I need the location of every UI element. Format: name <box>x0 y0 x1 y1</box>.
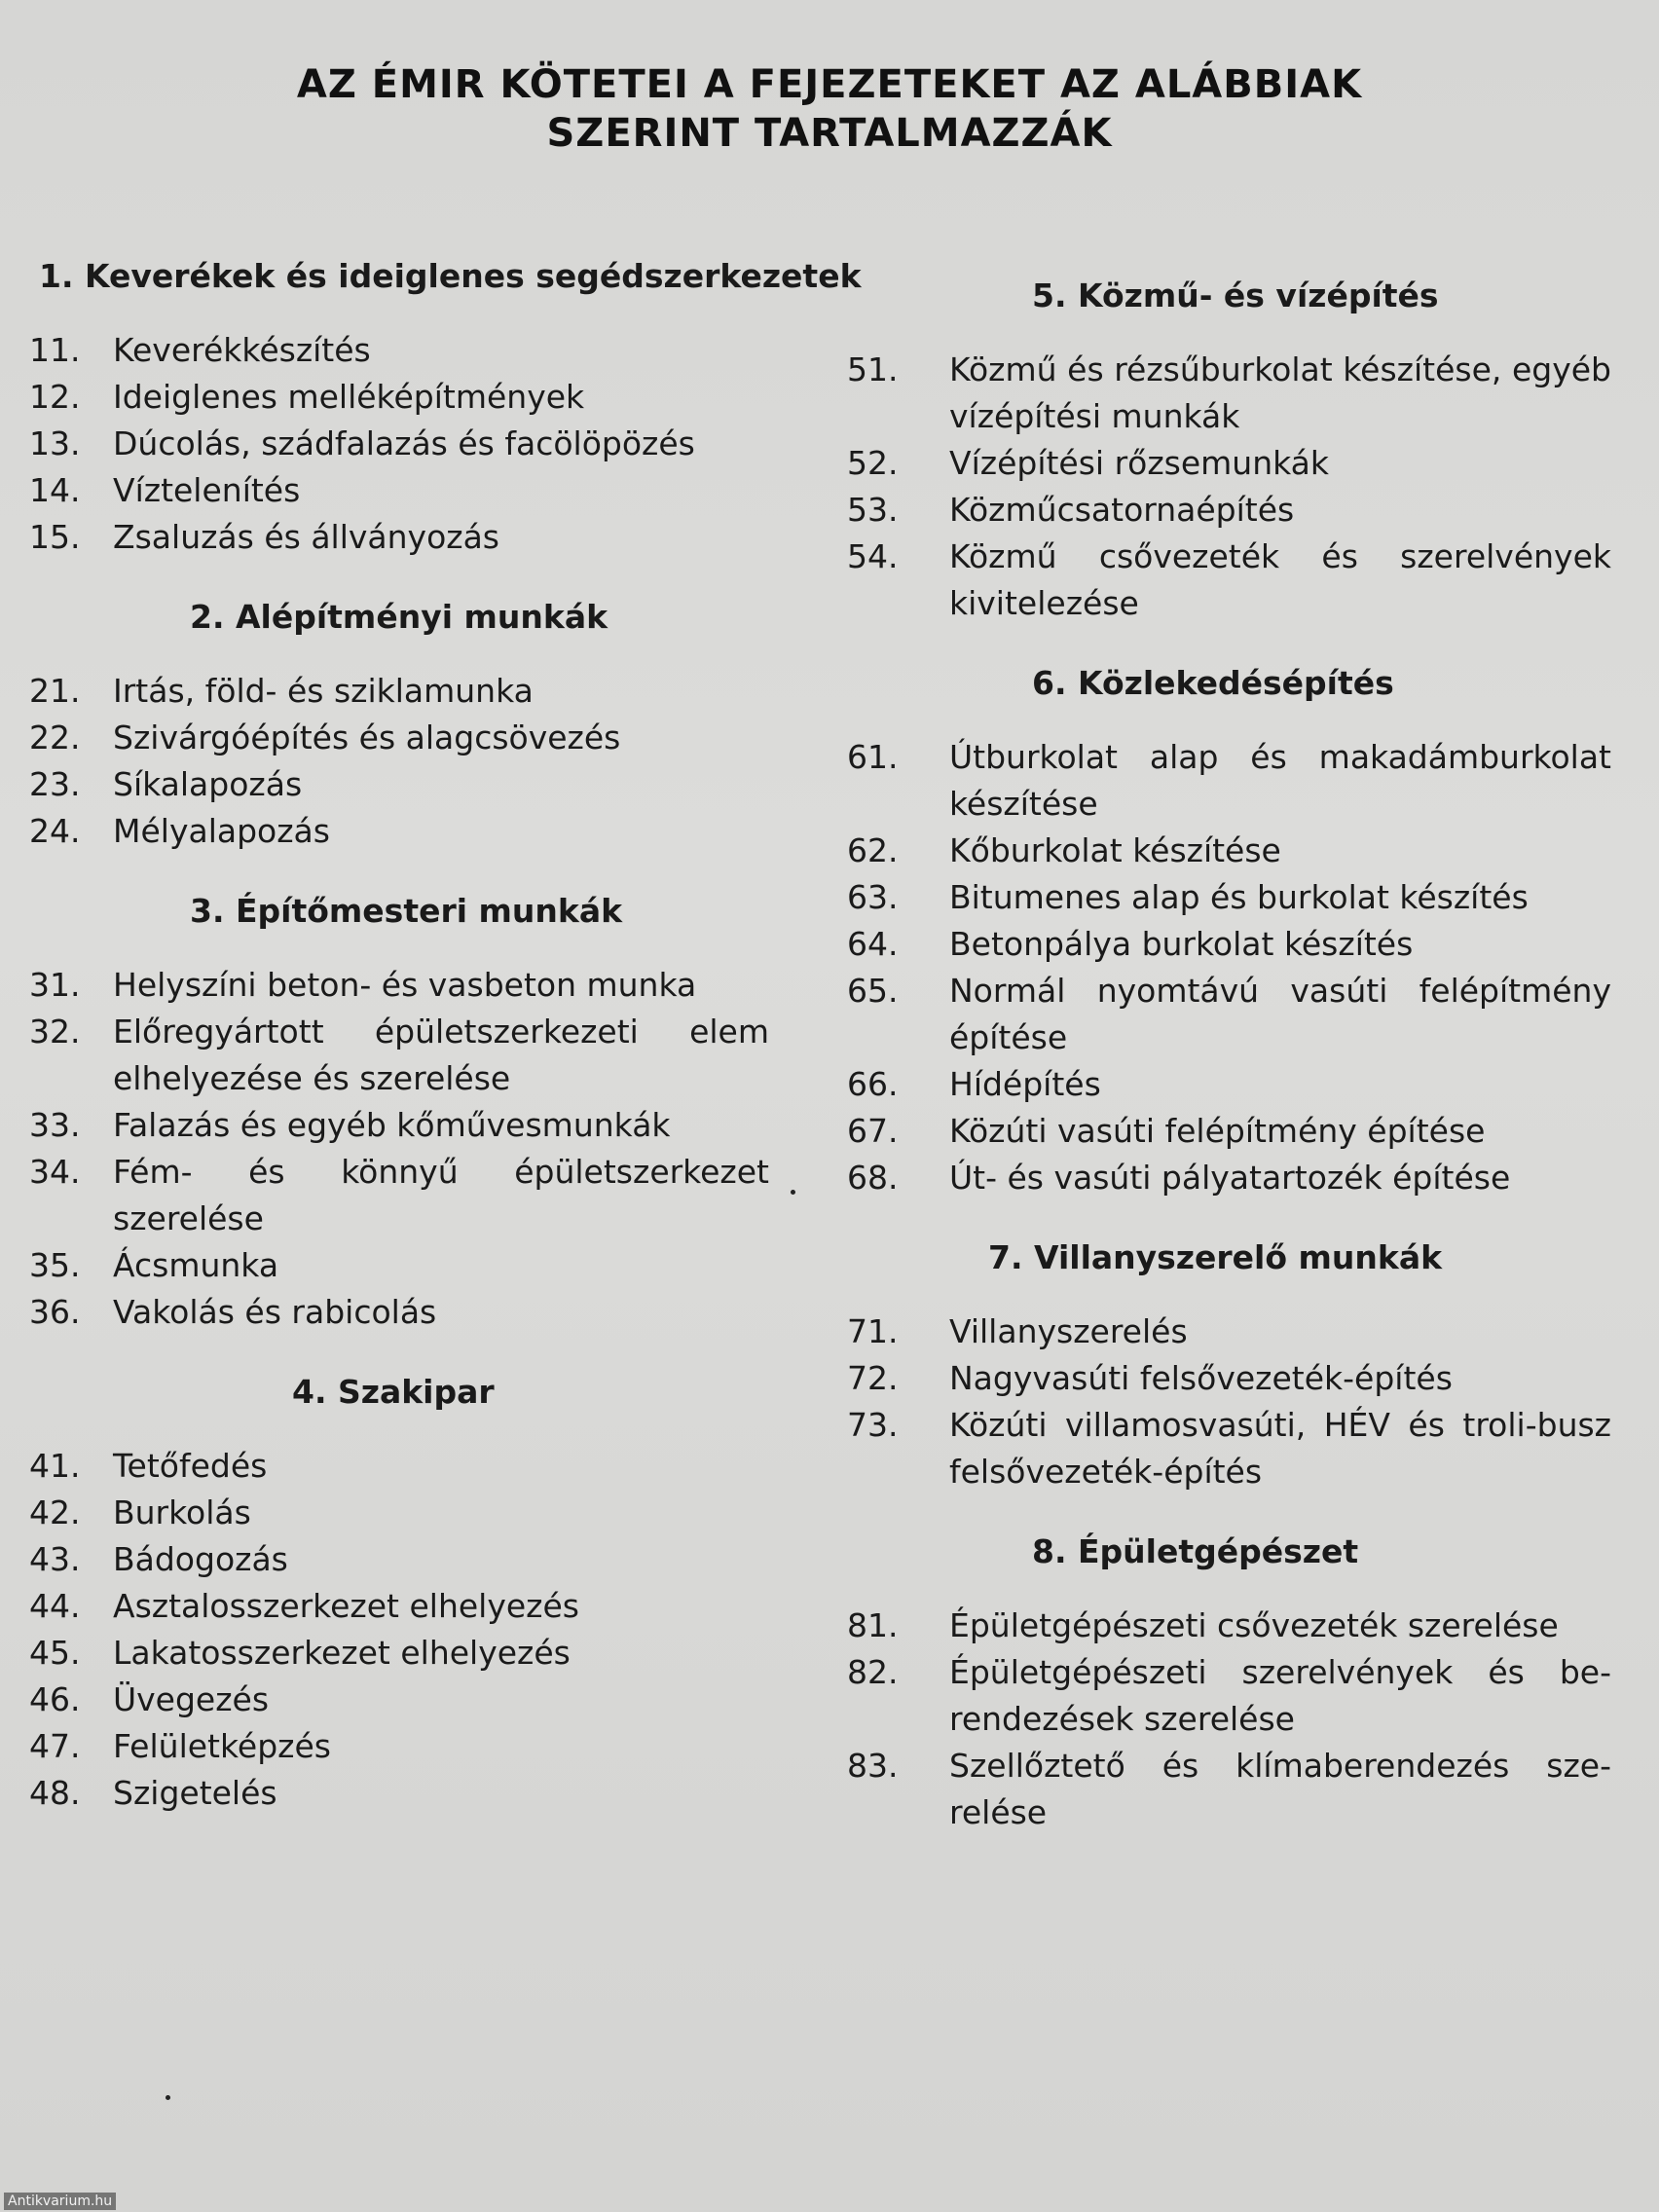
list-item <box>823 828 1631 874</box>
item-text: Vakolás és rabicolás <box>113 1293 437 1331</box>
list-item <box>10 1289 789 1336</box>
print-speck <box>166 2095 170 2100</box>
section-5 <box>823 275 1631 627</box>
list-item <box>10 1149 789 1242</box>
list-item <box>10 1536 789 1583</box>
section-3 <box>10 890 789 1336</box>
list-item <box>823 534 1631 627</box>
item-text: Közúti villamosvasúti, HÉV és troli-busz felsővezeték-építés <box>949 1406 1611 1491</box>
item-text: Tetőfedés <box>113 1447 268 1485</box>
item-text: Bitumenes alap és burkolat készítés <box>949 878 1529 916</box>
item-text: Épületgépészeti szerelvények és be-rendezések szerelése <box>949 1653 1611 1738</box>
watermark: Antikvarium.hu <box>4 2193 116 2210</box>
list-item <box>823 1061 1631 1108</box>
section-title: 1. Keverékek és ideiglenes segédszerkezetek <box>39 257 862 295</box>
section-title: 4. Szakipar <box>292 1373 495 1411</box>
item-number: 53. <box>847 491 899 529</box>
list-item <box>10 1723 789 1770</box>
item-text: Villanyszerelés <box>949 1312 1188 1350</box>
item-text: Normál nyomtávú vasúti felépítmény építése <box>949 972 1611 1056</box>
item-number: 66. <box>847 1065 899 1103</box>
list-item <box>10 1583 789 1630</box>
section-7 <box>823 1236 1631 1495</box>
item-text: Síkalapozás <box>113 765 303 803</box>
section-title: 7. Villanyszerelő munkák <box>988 1238 1443 1276</box>
item-number: 81. <box>847 1606 899 1644</box>
page-title <box>0 60 1659 158</box>
list-item <box>823 347 1631 440</box>
item-number: 41. <box>29 1447 81 1485</box>
item-number: 13. <box>29 424 81 462</box>
list-item <box>823 1743 1631 1836</box>
list-item <box>10 1102 789 1149</box>
list-item <box>10 1490 789 1536</box>
list-item <box>823 440 1631 487</box>
print-speck <box>791 1190 795 1195</box>
list-item <box>10 1770 789 1817</box>
section-4 <box>10 1371 789 1817</box>
item-number: 14. <box>29 471 81 509</box>
item-number: 83. <box>847 1747 899 1785</box>
item-number: 68. <box>847 1159 899 1197</box>
section-title: 3. Építőmesteri munkák <box>190 892 623 930</box>
list-item <box>10 1242 789 1289</box>
list-item <box>823 968 1631 1061</box>
item-text: Falazás és egyéb kőművesmunkák <box>113 1106 671 1144</box>
item-number: 65. <box>847 972 899 1010</box>
item-number: 32. <box>29 1013 81 1051</box>
list-item <box>10 327 789 374</box>
list-item <box>823 734 1631 828</box>
list-item <box>10 514 789 561</box>
item-text: Szigetelés <box>113 1774 277 1812</box>
item-text: Kőburkolat készítése <box>949 831 1281 869</box>
item-number: 73. <box>847 1406 899 1444</box>
item-number: 61. <box>847 738 899 776</box>
item-number: 12. <box>29 378 81 416</box>
section-6 <box>823 662 1631 1201</box>
item-number: 45. <box>29 1634 81 1672</box>
item-number: 47. <box>29 1727 81 1765</box>
list-item <box>10 374 789 421</box>
section-title: 8. Épületgépészet <box>1032 1532 1359 1570</box>
item-number: 54. <box>847 537 899 575</box>
item-text: Útburkolat alap és makadámburkolat készítése <box>949 738 1611 823</box>
item-text: Irtás, föld- és sziklamunka <box>113 672 534 710</box>
list-item <box>823 1108 1631 1155</box>
item-text: Épületgépészeti csővezeték szerelése <box>949 1606 1559 1644</box>
list-item <box>10 715 789 761</box>
item-text: Helyszíni beton- és vasbeton munka <box>113 966 697 1004</box>
list-item <box>823 487 1631 534</box>
list-item <box>10 1630 789 1677</box>
list-item <box>10 1443 789 1490</box>
section-8 <box>823 1530 1631 1836</box>
item-number: 35. <box>29 1246 81 1284</box>
title-line-1: AZ ÉMIR KÖTETEI A FEJEZETEKET AZ ALÁBBIAK <box>296 62 1363 107</box>
item-number: 23. <box>29 765 81 803</box>
item-text: Hídépítés <box>949 1065 1101 1103</box>
item-text: Víztelenítés <box>113 471 301 509</box>
list-item <box>10 761 789 808</box>
item-number: 51. <box>847 350 899 388</box>
item-number: 42. <box>29 1493 81 1531</box>
item-text: Zsaluzás és állványozás <box>113 518 499 556</box>
list-item <box>10 1009 789 1102</box>
list-item <box>10 668 789 715</box>
list-item <box>823 1355 1631 1402</box>
item-number: 72. <box>847 1359 899 1397</box>
list-item <box>823 1603 1631 1649</box>
item-number: 21. <box>29 672 81 710</box>
list-item <box>823 1402 1631 1495</box>
item-text: Vízépítési rőzsemunkák <box>949 444 1329 482</box>
item-number: 52. <box>847 444 899 482</box>
list-item <box>823 1309 1631 1355</box>
item-number: 82. <box>847 1653 899 1691</box>
item-text: Üvegezés <box>113 1680 270 1718</box>
item-text: Közműcsatornaépítés <box>949 491 1295 529</box>
item-number: 31. <box>29 966 81 1004</box>
item-text: Közmű és rézsűburkolat készítése, egyéb vízépítési munkák <box>949 350 1611 435</box>
item-text: Szellőztető és klímaberendezés sze-relése <box>949 1747 1611 1831</box>
list-item <box>823 1649 1631 1743</box>
item-text: Mélyalapozás <box>113 812 330 850</box>
list-item <box>10 962 789 1009</box>
item-number: 46. <box>29 1680 81 1718</box>
item-number: 11. <box>29 331 81 369</box>
list-item <box>10 1677 789 1723</box>
section-title: 6. Közlekedésépítés <box>1032 664 1394 702</box>
item-text: Betonpálya burkolat készítés <box>949 925 1414 963</box>
item-text: Közúti vasúti felépítmény építése <box>949 1112 1486 1150</box>
item-text: Keverékkészítés <box>113 331 371 369</box>
item-number: 62. <box>847 831 899 869</box>
item-number: 44. <box>29 1587 81 1625</box>
list-item <box>823 874 1631 921</box>
item-number: 33. <box>29 1106 81 1144</box>
item-number: 48. <box>29 1774 81 1812</box>
item-number: 67. <box>847 1112 899 1150</box>
left-column <box>10 255 862 1852</box>
item-text: Bádogozás <box>113 1540 288 1578</box>
list-item <box>10 421 789 467</box>
item-text: Nagyvasúti felsővezeték-építés <box>949 1359 1453 1397</box>
item-number: 22. <box>29 719 81 756</box>
item-text: Ideiglenes melléképítmények <box>113 378 585 416</box>
right-column <box>823 275 1631 1871</box>
item-text: Lakatosszerkezet elhelyezés <box>113 1634 571 1672</box>
item-text: Felületképzés <box>113 1727 331 1765</box>
section-1 <box>10 255 862 561</box>
item-text: Asztalosszerkezet elhelyezés <box>113 1587 579 1625</box>
title-line-2: SZERINT TARTALMAZZÁK <box>546 111 1113 156</box>
section-title: 2. Alépítményi munkák <box>190 598 608 636</box>
list-item <box>10 467 789 514</box>
item-number: 63. <box>847 878 899 916</box>
item-number: 64. <box>847 925 899 963</box>
item-number: 24. <box>29 812 81 850</box>
list-item <box>823 921 1631 968</box>
item-text: Dúcolás, szádfalazás és facölöpözés <box>113 424 695 462</box>
item-number: 71. <box>847 1312 899 1350</box>
section-2 <box>10 596 789 855</box>
item-text: Szivárgóépítés és alagcsövezés <box>113 719 621 756</box>
item-text: Út- és vasúti pályatartozék építése <box>949 1159 1511 1197</box>
item-number: 43. <box>29 1540 81 1578</box>
item-text: Fém- és könnyű épületszerkezet szerelése <box>113 1153 769 1237</box>
list-item <box>10 808 789 855</box>
section-title: 5. Közmű- és vízépítés <box>1032 276 1439 314</box>
item-text: Előregyártott épületszerkezeti elem elhelyezése és szerelése <box>113 1013 769 1097</box>
list-item <box>823 1155 1631 1201</box>
item-number: 34. <box>29 1153 81 1191</box>
item-number: 15. <box>29 518 81 556</box>
item-number: 36. <box>29 1293 81 1331</box>
item-text: Ácsmunka <box>113 1246 279 1284</box>
item-text: Közmű csővezeték és szerelvények kivitelezése <box>949 537 1611 622</box>
item-text: Burkolás <box>113 1493 251 1531</box>
